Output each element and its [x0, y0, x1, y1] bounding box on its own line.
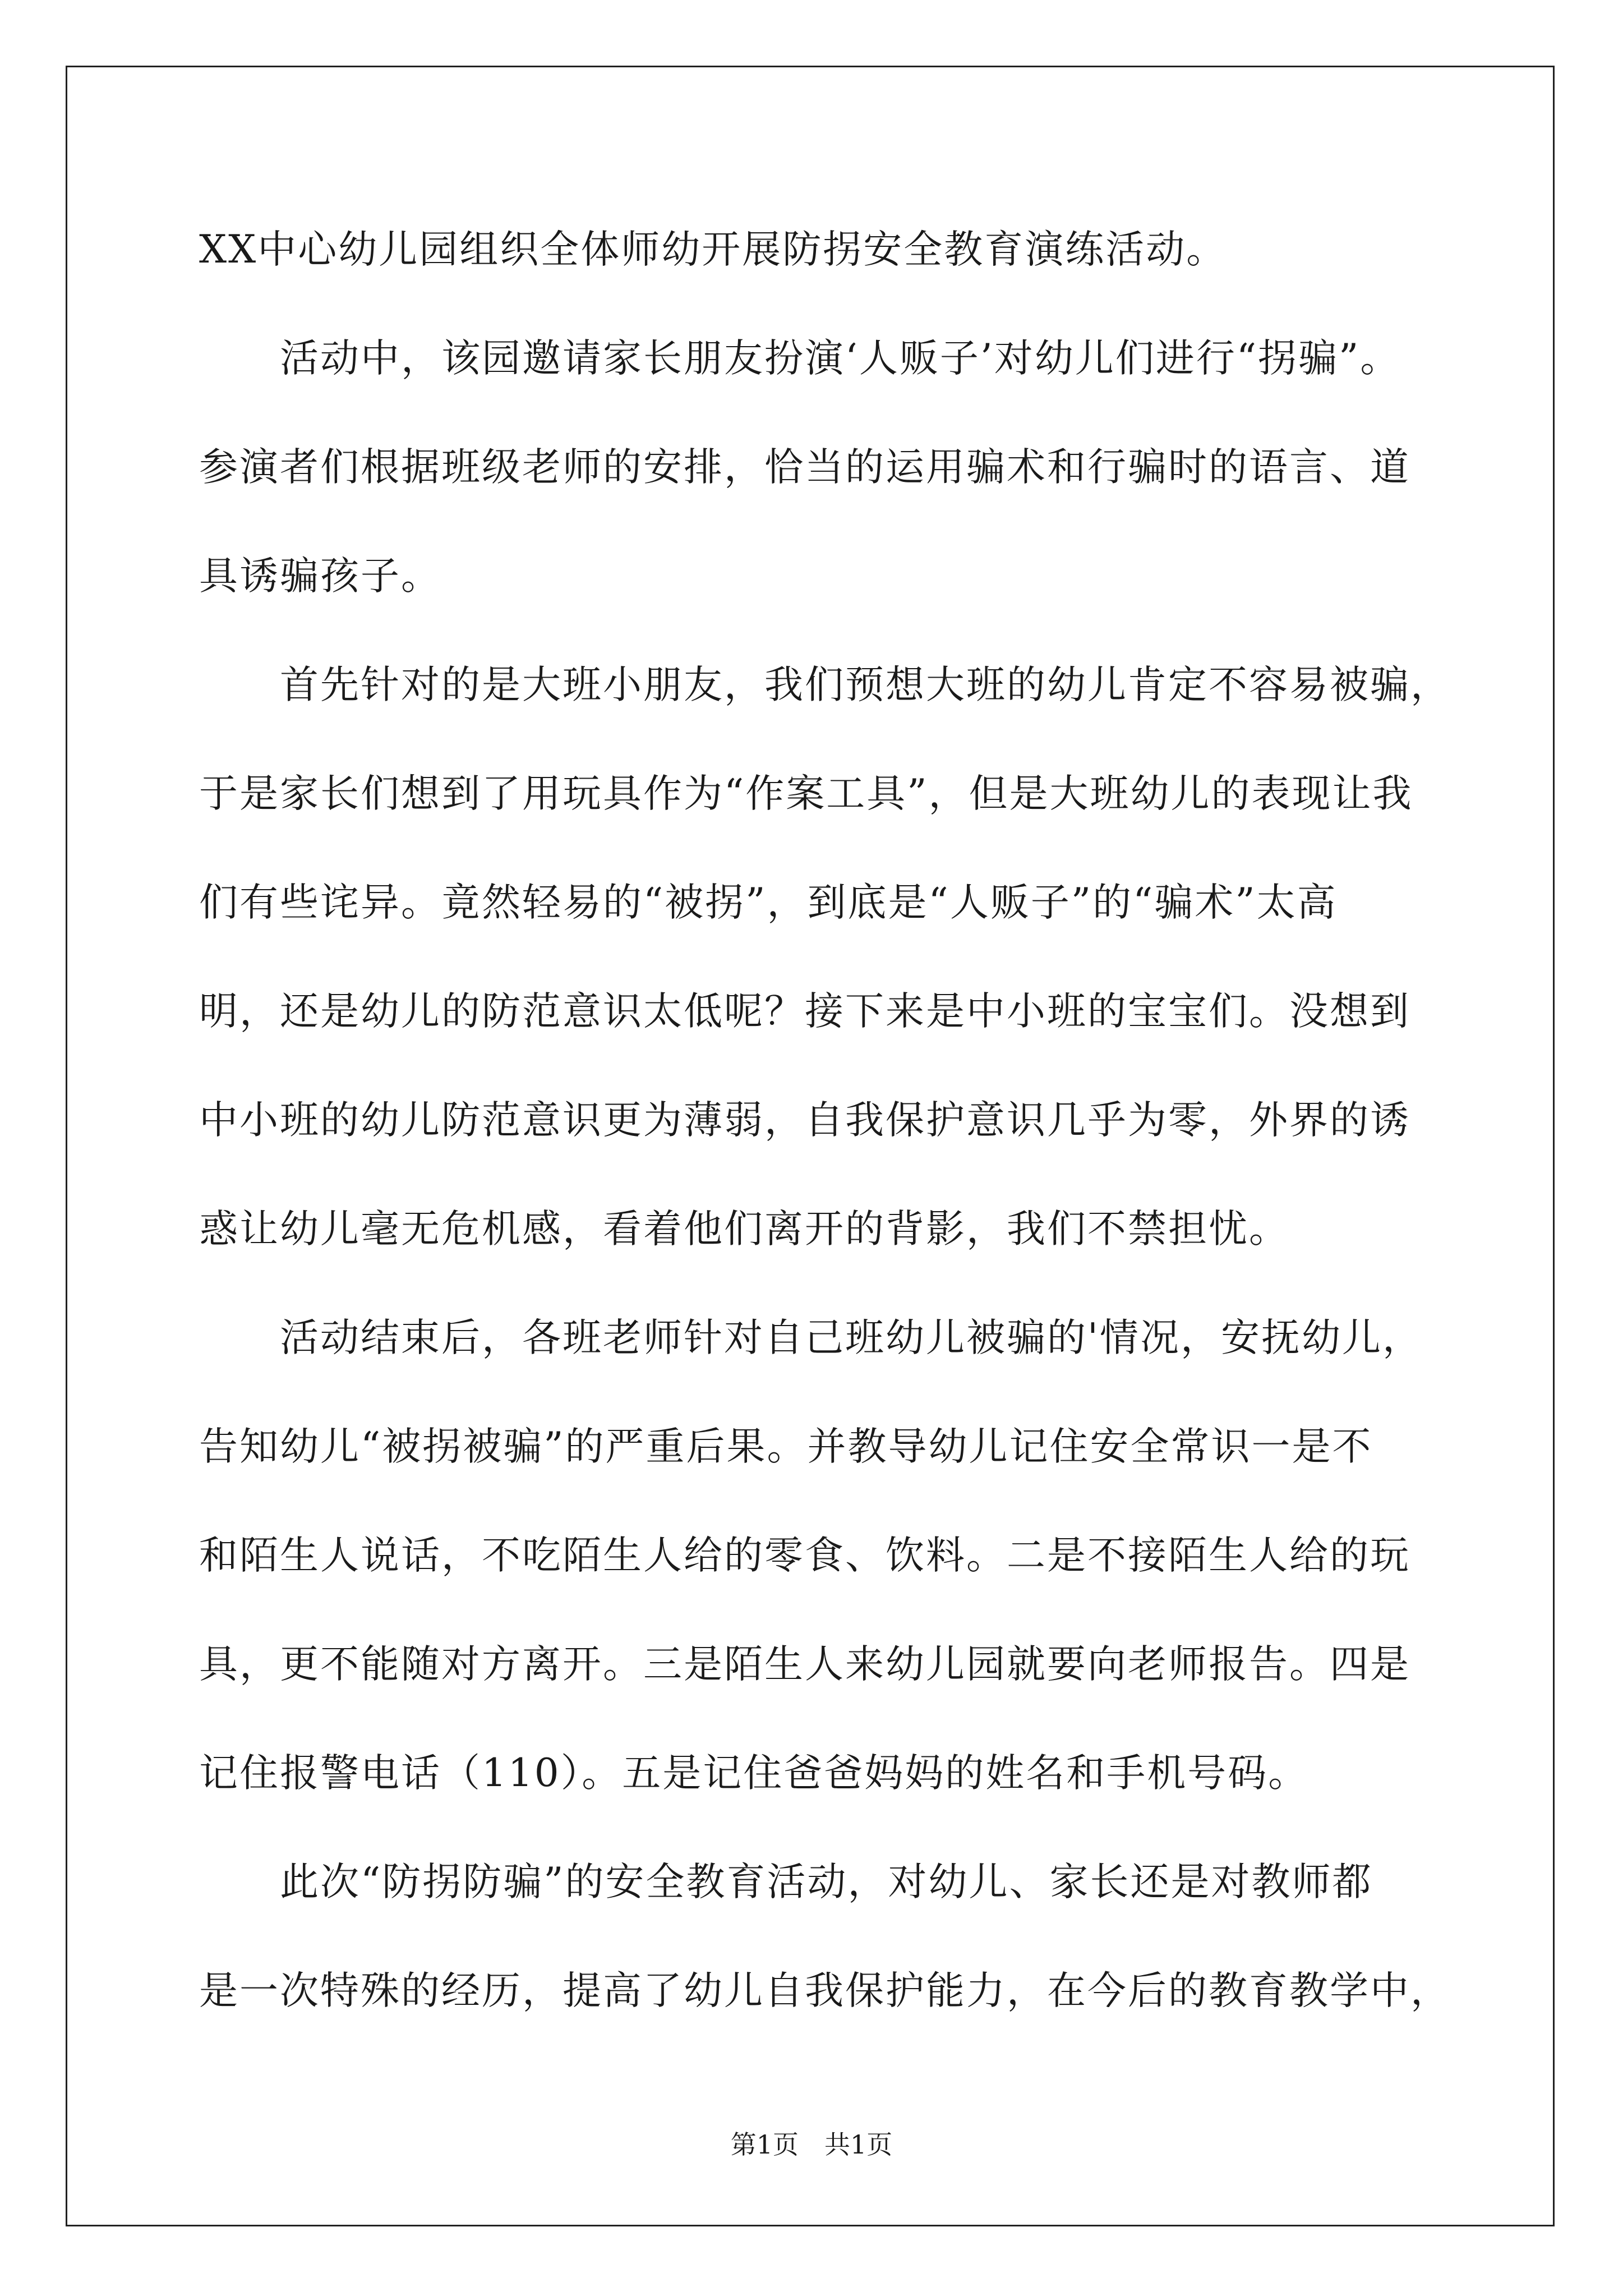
paragraph-line: 首先针对的是大班小朋友，我们预想大班的幼儿肯定不容易被骗，	[199, 662, 1451, 707]
paragraph-line: 惑让幼儿毫无危机感，看着他们离开的背影，我们不禁担忧。	[199, 1207, 1289, 1251]
paragraph-line: XX中心幼儿园组织全体师幼开展防拐安全教育演练活动。	[199, 227, 1227, 272]
paragraph-line: 活动结束后，各班老师针对自己班幼儿被骗的'情况，安抚幼儿，	[199, 1315, 1423, 1360]
paragraph-line: 具，更不能随对方离开。三是陌生人来幼儿园就要向老师报告。四是	[199, 1642, 1410, 1687]
page-number-footer: 第1页 共1页	[730, 2129, 893, 2160]
document-body	[199, 216, 1511, 2066]
paragraph-line: 们有些诧异。竟然轻易的“被拐”，到底是“人贩子”的“骗术”太高	[199, 880, 1338, 925]
paragraph-line: 告知幼儿“被拐被骗”的严重后果。并教导幼儿记住安全常识一是不	[199, 1424, 1373, 1469]
paragraph-line: 是一次特殊的经历，提高了幼儿自我保护能力，在今后的教育教学中，	[199, 1968, 1451, 2013]
paragraph-line: 明，还是幼儿的防范意识太低呢？接下来是中小班的宝宝们。没想到	[199, 989, 1410, 1034]
paragraph-line: 和陌生人说话，不吃陌生人给的零食、饮料。二是不接陌生人给的玩	[199, 1533, 1410, 1578]
paragraph-line: 活动中，该园邀请家长朋友扮演‘人贩子’对幼儿们进行“拐骗”。	[199, 336, 1401, 381]
paragraph-line: 于是家长们想到了用玩具作为“作案工具”，但是大班幼儿的表现让我	[199, 771, 1413, 816]
paragraph-line: 此次“防拐防骗”的安全教育活动，对幼儿、家长还是对教师都	[199, 1860, 1373, 1904]
paragraph-line: 记住报警电话（110）。五是记住爸爸妈妈的姓名和手机号码。	[199, 1751, 1309, 1796]
paragraph-line: 中小班的幼儿防范意识更为薄弱，自我保护意识几乎为零，外界的诱	[199, 1098, 1410, 1143]
paragraph-line: 参演者们根据班级老师的安排，恰当的运用骗术和行骗时的语言、道	[199, 445, 1410, 490]
paragraph-line: 具诱骗孩子。	[199, 554, 441, 599]
